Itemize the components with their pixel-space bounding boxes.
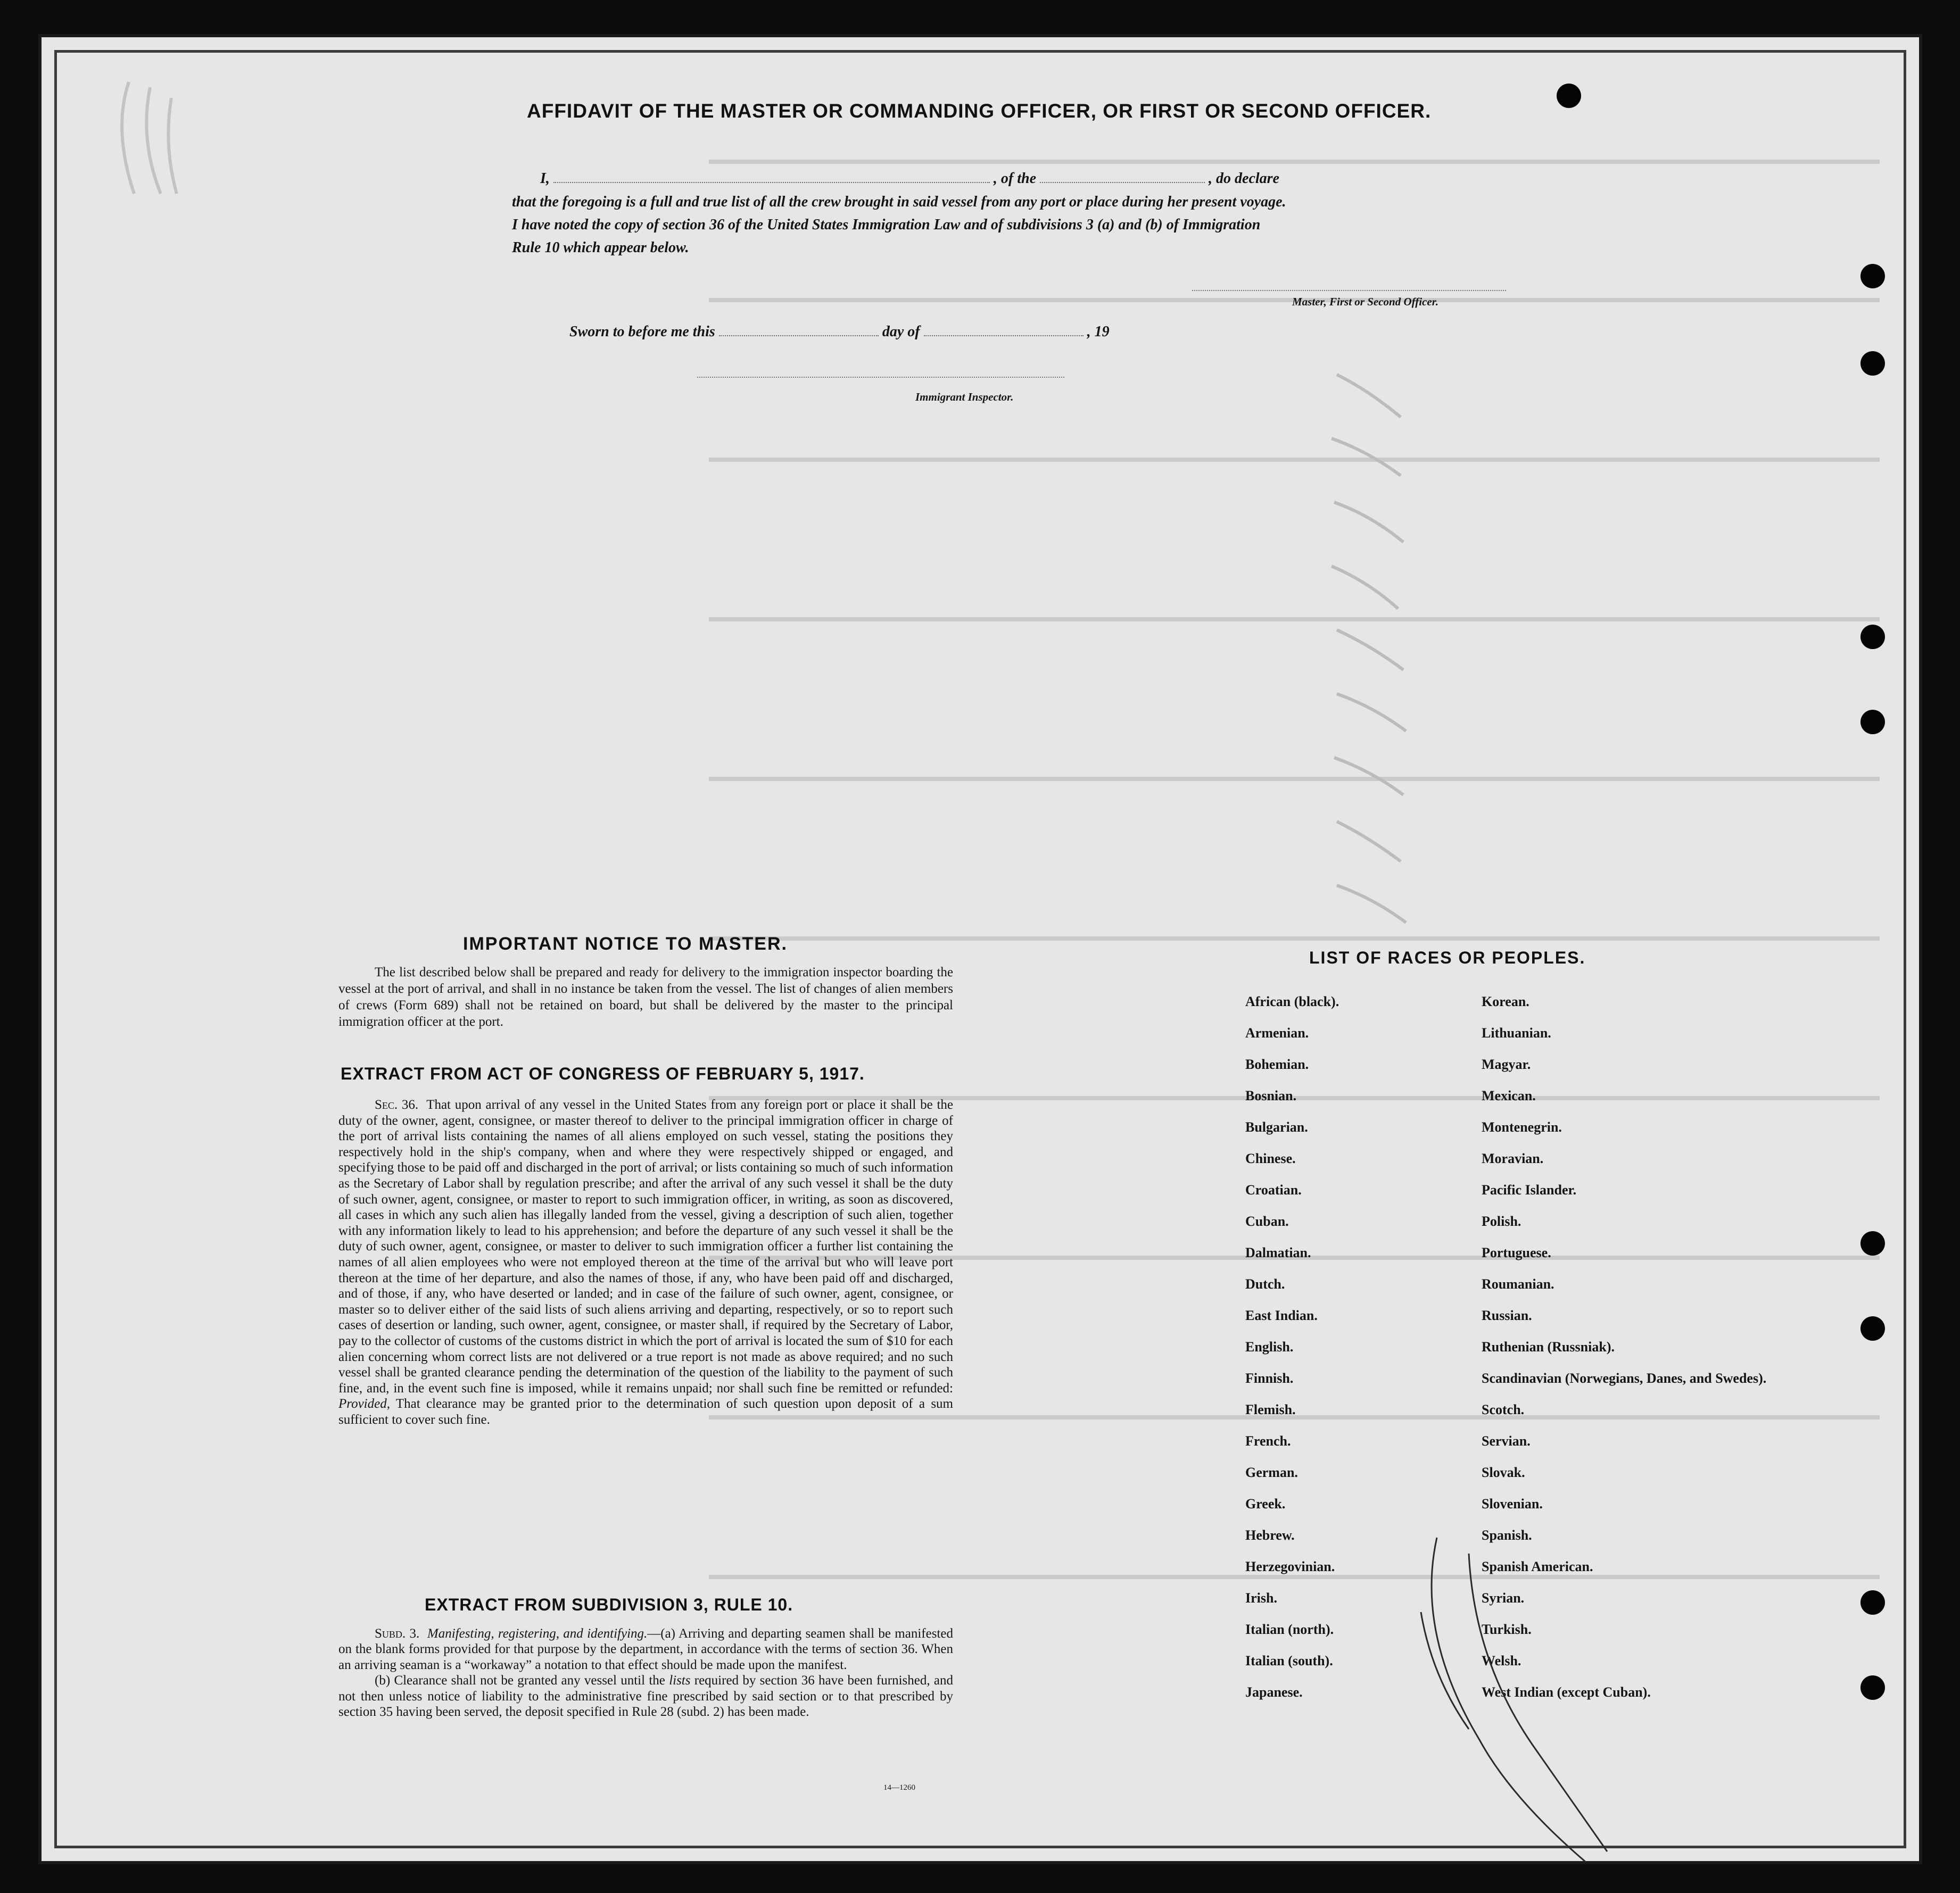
race-item: Bohemian.	[1245, 1057, 1309, 1072]
race-item: Flemish.	[1245, 1402, 1296, 1417]
form-number: 14—1260	[883, 1783, 915, 1792]
inspector-signature-line[interactable]	[697, 377, 1064, 378]
race-item: Finnish.	[1245, 1371, 1294, 1386]
race-item: Polish.	[1482, 1214, 1521, 1229]
vessel-name-field[interactable]	[1040, 182, 1205, 183]
race-item: Turkish.	[1482, 1622, 1532, 1637]
subdivision-b-label: (b)	[375, 1673, 391, 1688]
binder-hole	[1860, 1590, 1885, 1615]
subdivision-label: Subd. 3.	[375, 1626, 420, 1641]
master-signature-line[interactable]	[1192, 290, 1506, 291]
binder-hole	[1860, 710, 1885, 734]
race-item: Spanish American.	[1482, 1559, 1593, 1574]
race-item: French.	[1245, 1433, 1291, 1449]
section-36-provided: Provided,	[338, 1397, 390, 1412]
race-item: Moravian.	[1482, 1151, 1544, 1166]
race-item: Welsh.	[1482, 1653, 1521, 1668]
affidavit-declare: , do declare	[1209, 170, 1279, 187]
affidavit-line-1	[540, 170, 1279, 187]
race-item: Cuban.	[1245, 1214, 1289, 1229]
race-item: Chinese.	[1245, 1151, 1296, 1166]
race-item: West Indian (except Cuban).	[1482, 1684, 1651, 1700]
race-item: Bosnian.	[1245, 1088, 1297, 1103]
section-36-text	[338, 1097, 953, 1427]
sworn-day-field[interactable]	[719, 335, 879, 336]
race-item: Japanese.	[1245, 1684, 1303, 1700]
affidavit-i: I,	[540, 170, 550, 187]
race-item: Russian.	[1482, 1308, 1532, 1323]
race-item: Roumanian.	[1482, 1276, 1554, 1292]
race-item: Syrian.	[1482, 1590, 1525, 1606]
affidavit-line-3: I have noted the copy of section 36 of the United States Immigration Law and of subdivisions 3 (a) and (b) of Immigration	[512, 217, 1261, 233]
race-item: Servian.	[1482, 1433, 1531, 1449]
race-item: Italian (north).	[1245, 1622, 1334, 1637]
section-36-end: That clearance may be granted prior to the determination of such question upon deposit of a sum sufficient to cover such fine.	[338, 1397, 953, 1427]
master-signature-caption: Master, First or Second Officer.	[1292, 295, 1438, 308]
subdivision-3-text	[338, 1626, 953, 1720]
subdivision-b-text-2: required by section 36 have been furnished, and not then unless notice of liability to the administrative fine prescribed by said section or to that prescribed by section 35 having been served, the deposit specified in Rule 28 (subd. 2) has been made.	[338, 1673, 953, 1720]
subdivision-heading: Manifesting, registering, and identifying.	[427, 1626, 648, 1641]
race-item: Armenian.	[1245, 1025, 1309, 1041]
bleed-through-mark	[70, 66, 262, 236]
sworn-year: , 19	[1087, 323, 1110, 340]
race-item: Scotch.	[1482, 1402, 1525, 1417]
race-item: Irish.	[1245, 1590, 1277, 1606]
binder-hole	[1860, 264, 1885, 288]
race-item: German.	[1245, 1465, 1298, 1480]
race-item: Lithuanian.	[1482, 1025, 1551, 1041]
affidavit-of-the: , of the	[993, 170, 1037, 187]
notice-body: The list described below shall be prepared and ready for delivery to the immigration inspector boarding the vessel at the port of arrival, and shall in no instance be taken from the vessel. The list of changes of alien members of crews (Form 689) shall not be retained on board, but shall be delivered by the master to the principal immigration officer at the port.	[338, 965, 953, 1029]
race-item: Hebrew.	[1245, 1527, 1295, 1543]
race-item: Pacific Islander.	[1482, 1182, 1577, 1198]
sworn-day-of: day of	[882, 323, 920, 340]
race-item: African (black).	[1245, 994, 1339, 1009]
race-item: Montenegrin.	[1482, 1119, 1562, 1135]
binder-hole	[1557, 84, 1581, 108]
subdivision-a-text: —(a) Arriving and departing seamen shall be manifested on the blank forms provided for that purpose by the department, in accordance with the terms of section 36. When an arriving seaman is a “workaway” a notation to that effect should be made upon the manifest.	[338, 1626, 953, 1672]
section-36-body: That upon arrival of any vessel in the United States from any foreign port or place it shall be the duty of the owner, agent, consignee, or master thereof to deliver to the principal immigration officer in charge of the port of arrival lists containing the names of all aliens employed on such vessel, stating the positions they respectively hold in the ship's company, when and where they were respectively shipped or engaged, and specifying those to be paid off and discharged in the port of arrival; or lists containing so much of such information as the Secretary of Labor shall by regulation prescribe; and after the arrival of any such vessel it shall be the duty of such owner, agent, consignee, or master to report to such immigration officer, in writing, as soon as discovered, all cases in which any such alien has illegally landed from the vessel, giving a description of such alien, together with any information likely to lead to his apprehension; and before the departure of any such vessel it shall be the duty of such owner, agent, consignee, or master to deliver to such immigration officer a further list containing the names of all alien employees who were not employed thereon at the time of the arrival but who will leave port thereon at the time of her departure, and also the names of those, if any, who have been paid off and discharged, and of those, if any, who have deserted or landed; and in case of the failure of such owner, agent, consignee, or master so to deliver either of the said lists of such aliens arriving and departing, respectively, or so to report such cases of desertion or landing, such owner, agent, consignee, or master shall, if required by the Secretary of Labor, pay to the collector of customs of the customs district in which the port of arrival is located the sum of $10 for each alien concerning whom correct lists are not delivered or a true report is not made as above required; and no such vessel shall be granted clearance pending the determination of the question of the liability to the payment of such fine, and, in the event such fine is imposed, while it remains unpaid; nor shall such fine be remitted or refunded:	[338, 1098, 953, 1396]
race-item: Herzegovinian.	[1245, 1559, 1335, 1574]
race-item: Portuguese.	[1482, 1245, 1551, 1260]
binder-hole	[1860, 351, 1885, 376]
race-item: Korean.	[1482, 994, 1529, 1009]
binder-hole	[1860, 1231, 1885, 1256]
sworn-line	[569, 323, 1110, 341]
officer-name-field[interactable]	[553, 182, 990, 183]
race-item: Dalmatian.	[1245, 1245, 1311, 1260]
subdivision-b-text-1: Clearance shall not be granted any vessel until the	[394, 1673, 665, 1688]
race-item: Italian (south).	[1245, 1653, 1333, 1668]
affidavit-title: AFFIDAVIT OF THE MASTER OR COMMANDING OFFICER, OR FIRST OR SECOND OFFICER.	[527, 100, 1432, 122]
sworn-prefix: Sworn to before me this	[569, 323, 715, 340]
race-item: Ruthenian (Russniak).	[1482, 1339, 1615, 1355]
race-item: East Indian.	[1245, 1308, 1318, 1323]
sworn-month-field[interactable]	[924, 335, 1084, 336]
race-item: Spanish.	[1482, 1527, 1532, 1543]
binder-hole	[1860, 1316, 1885, 1341]
races-left-column	[1245, 994, 1339, 1716]
race-item: Dutch.	[1245, 1276, 1285, 1292]
section-36-label: Sec. 36.	[375, 1098, 419, 1112]
affidavit-line-4: Rule 10 which appear below.	[512, 239, 689, 256]
race-item: Bulgarian.	[1245, 1119, 1308, 1135]
inspector-signature-caption: Immigrant Inspector.	[915, 391, 1014, 403]
affidavit-line-2: that the foregoing is a full and true list of all the crew brought in said vessel from any port or place during her present voyage.	[512, 194, 1286, 210]
subdivision-b-lists: lists	[669, 1673, 691, 1688]
rule-extract-title: EXTRACT FROM SUBDIVISION 3, RULE 10.	[425, 1595, 793, 1614]
pen-scribble	[1405, 1532, 1671, 1873]
act-extract-title: EXTRACT FROM ACT OF CONGRESS OF FEBRUARY 5, 1917.	[341, 1064, 865, 1083]
binder-hole	[1860, 1675, 1885, 1700]
race-item: Croatian.	[1245, 1182, 1302, 1198]
binder-hole	[1860, 625, 1885, 649]
race-item: Scandinavian (Norwegians, Danes, and Swedes).	[1482, 1371, 1767, 1386]
race-item: Greek.	[1245, 1496, 1286, 1512]
race-item: Magyar.	[1482, 1057, 1531, 1072]
notice-title: IMPORTANT NOTICE TO MASTER.	[463, 934, 788, 954]
race-item: Mexican.	[1482, 1088, 1536, 1103]
race-item: English.	[1245, 1339, 1294, 1355]
races-title: LIST OF RACES OR PEOPLES.	[1309, 948, 1586, 967]
race-item: Slovak.	[1482, 1465, 1525, 1480]
race-item: Slovenian.	[1482, 1496, 1543, 1512]
